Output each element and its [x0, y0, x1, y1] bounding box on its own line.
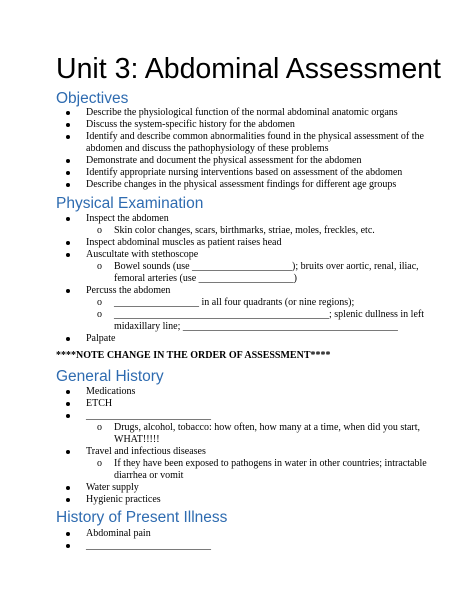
exam-item: Inspect the abdomen — [86, 213, 169, 224]
exam-subitem: Skin color changes, scars, birthmarks, striae, moles, freckles, etc. — [114, 225, 375, 236]
history-item: Medications — [86, 386, 136, 397]
history-subitem-continued: diarrhea or vomit — [114, 470, 184, 481]
history-subitem-continued: WHAT!!!!! — [114, 434, 160, 445]
history-subitem: Drugs, alcohol, tobacco: how often, how many at a time, when did you start, — [114, 422, 421, 433]
bullet — [66, 289, 70, 293]
bullet — [66, 171, 70, 175]
exam-subitem-continued: femoral arteries (use ___________________) — [114, 273, 298, 284]
objective-item: Identify and describe common abnormalities found in the physical assessment of the — [86, 131, 424, 142]
heading-general-history: General History — [56, 368, 164, 385]
bullet — [66, 532, 70, 536]
exam-item: Auscultate with stethoscope — [86, 249, 199, 260]
objective-item: Identify appropriate nursing interventions based on assessment of the abdomen — [86, 167, 403, 178]
exam-subitem: _________________ in all four quadrants (or nine regions); — [114, 297, 355, 308]
objective-item: Demonstrate and document the physical assessment for the abdomen — [86, 155, 362, 166]
bullet — [66, 183, 70, 187]
bullet — [66, 414, 70, 418]
bullet — [66, 486, 70, 490]
exam-item: Percuss the abdomen — [86, 285, 171, 296]
objective-item: Discuss the system-specific history for the abdomen — [86, 119, 295, 130]
hpi-blank-line: _________________________ — [86, 540, 211, 551]
bullet — [66, 111, 70, 115]
bullet — [66, 390, 70, 394]
sub-bullet: o — [97, 458, 102, 469]
sub-bullet: o — [97, 297, 102, 308]
bullet — [66, 337, 70, 341]
exam-item: Inspect abdominal muscles as patient raises head — [86, 237, 282, 248]
hpi-item: Abdominal pain — [86, 528, 151, 539]
heading-objectives: Objectives — [56, 90, 129, 107]
assessment-order-note: ****NOTE CHANGE IN THE ORDER OF ASSESSMENT**** — [56, 350, 331, 361]
exam-item: Palpate — [86, 333, 116, 344]
page-title: Unit 3: Abdominal Assessment — [56, 53, 441, 85]
bullet — [66, 253, 70, 257]
sub-bullet: o — [97, 309, 102, 320]
bullet — [66, 498, 70, 502]
history-item: Hygienic practices — [86, 494, 161, 505]
bullet — [66, 402, 70, 406]
bullet — [66, 135, 70, 139]
sub-bullet: o — [97, 261, 102, 272]
exam-subitem: Bowel sounds (use ____________________); bruits over aortic, renal, iliac, — [114, 261, 419, 272]
bullet — [66, 450, 70, 454]
heading-physical-examination: Physical Examination — [56, 195, 204, 212]
objective-item: Describe changes in the physical assessment findings for different age groups — [86, 179, 397, 190]
sub-bullet: o — [97, 422, 102, 433]
bullet — [66, 241, 70, 245]
history-item: Water supply — [86, 482, 139, 493]
history-blank-line: _________________________ — [86, 410, 211, 421]
history-item: ETCH — [86, 398, 113, 409]
heading-history-present-illness: History of Present Illness — [56, 509, 228, 526]
bullet — [66, 123, 70, 127]
bullet — [66, 217, 70, 221]
exam-subitem: ___________________________________________; splenic dullness in left — [114, 309, 424, 320]
history-item: Travel and infectious diseases — [86, 446, 206, 457]
history-subitem: If they have been exposed to pathogens in water in other countries; intractable — [114, 458, 427, 469]
bullet — [66, 544, 70, 548]
bullet — [66, 159, 70, 163]
objective-item-continued: abdomen and discuss the pathophysiology of these problems — [86, 143, 329, 154]
sub-bullet: o — [97, 225, 102, 236]
objective-item: Describe the physiological function of the normal abdominal anatomic organs — [86, 107, 398, 118]
exam-subitem-continued: midaxillary line; ___________________________________________ — [114, 321, 398, 332]
